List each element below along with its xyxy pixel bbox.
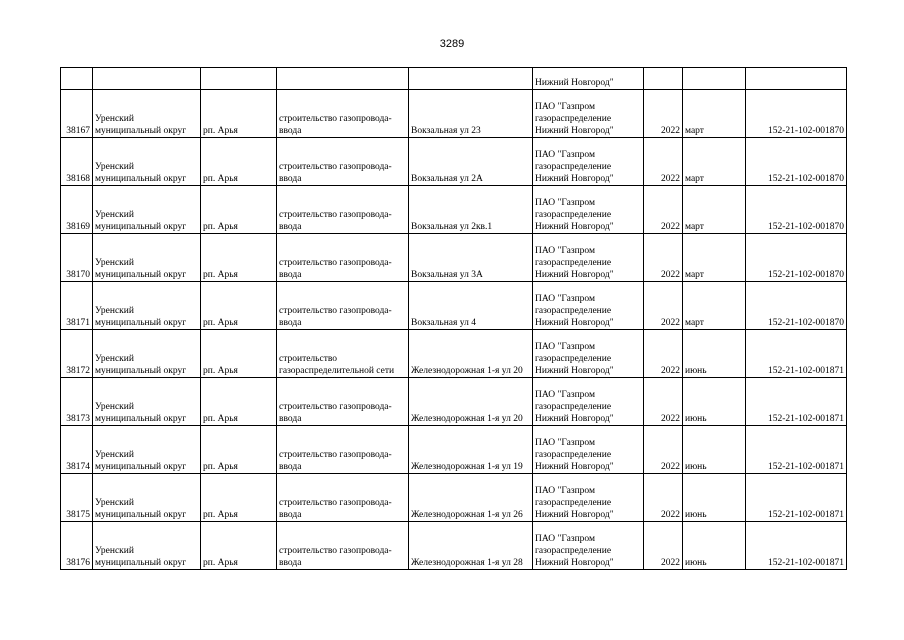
cell-work: строительство газопровода-ввода	[277, 378, 409, 426]
cell-num: 38168	[61, 138, 93, 186]
cell-num: 38175	[61, 474, 93, 522]
cell-district: Уренский муниципальный округ	[93, 234, 201, 282]
cell-year: 2022	[644, 282, 683, 330]
cell-work: строительство газопровода-ввода	[277, 234, 409, 282]
cell-address: Вокзальная ул 4	[409, 282, 533, 330]
continuation-row	[61, 68, 847, 90]
cell-year: 2022	[644, 474, 683, 522]
cell-settlement: рп. Арья	[201, 234, 277, 282]
cell-month: март	[683, 282, 746, 330]
cell-address: Железнодорожная 1-я ул 26	[409, 474, 533, 522]
cell-settlement: рп. Арья	[201, 186, 277, 234]
cell-year: 2022	[644, 330, 683, 378]
cell-month: март	[683, 90, 746, 138]
cell-year: 2022	[644, 234, 683, 282]
cell-num: 38170	[61, 234, 93, 282]
cell-settlement: рп. Арья	[201, 330, 277, 378]
cell-org: ПАО "Газпром газораспределение Нижний Новгород"	[533, 378, 644, 426]
cell-num: 38167	[61, 90, 93, 138]
cell-work: строительство газопровода-ввода	[277, 522, 409, 570]
cell-address: Вокзальная ул 23	[409, 90, 533, 138]
cell-district: Уренский муниципальный округ	[93, 426, 201, 474]
cell-address: Железнодорожная 1-я ул 20	[409, 330, 533, 378]
cell-org: ПАО "Газпром газораспределение Нижний Новгород"	[533, 90, 644, 138]
cell-org: ПАО "Газпром газораспределение Нижний Новгород"	[533, 522, 644, 570]
cell-district: Уренский муниципальный округ	[93, 378, 201, 426]
cell-address: Вокзальная ул 2А	[409, 138, 533, 186]
cell-num: 38169	[61, 186, 93, 234]
cell-month: июнь	[683, 522, 746, 570]
cell-code: 152-21-102-001870	[746, 90, 847, 138]
cell-district: Уренский муниципальный округ	[93, 138, 201, 186]
cell-settlement: рп. Арья	[201, 426, 277, 474]
cell-code: 152-21-102-001871	[746, 474, 847, 522]
cell-year	[644, 68, 683, 90]
table-row	[61, 282, 847, 330]
cell-work: строительство газопровода-ввода	[277, 474, 409, 522]
cell-work	[277, 68, 409, 90]
table-row	[61, 138, 847, 186]
cell-code: 152-21-102-001870	[746, 234, 847, 282]
cell-work: строительство газопровода-ввода	[277, 282, 409, 330]
cell-code	[746, 68, 847, 90]
cell-org: ПАО "Газпром газораспределение Нижний Новгород"	[533, 138, 644, 186]
cell-month: март	[683, 186, 746, 234]
table-row	[61, 90, 847, 138]
cell-work: строительство газопровода-ввода	[277, 90, 409, 138]
cell-org: Нижний Новгород"	[533, 68, 644, 90]
table-row	[61, 378, 847, 426]
cell-year: 2022	[644, 378, 683, 426]
table-row	[61, 426, 847, 474]
cell-org: ПАО "Газпром газораспределение Нижний Новгород"	[533, 474, 644, 522]
cell-org: ПАО "Газпром газораспределение Нижний Новгород"	[533, 234, 644, 282]
page-number: 3289	[439, 38, 465, 50]
cell-year: 2022	[644, 522, 683, 570]
cell-settlement: рп. Арья	[201, 138, 277, 186]
table-row	[61, 474, 847, 522]
cell-code: 152-21-102-001870	[746, 138, 847, 186]
cell-num: 38176	[61, 522, 93, 570]
cell-num: 38174	[61, 426, 93, 474]
cell-month: июнь	[683, 474, 746, 522]
cell-month: март	[683, 138, 746, 186]
cell-settlement: рп. Арья	[201, 474, 277, 522]
cell-num: 38172	[61, 330, 93, 378]
cell-year: 2022	[644, 186, 683, 234]
cell-district: Уренский муниципальный округ	[93, 282, 201, 330]
cell-num: 38171	[61, 282, 93, 330]
cell-address: Вокзальная ул 2кв.1	[409, 186, 533, 234]
cell-address	[409, 68, 533, 90]
cell-month: июнь	[683, 426, 746, 474]
cell-settlement: рп. Арья	[201, 282, 277, 330]
cell-district: Уренский муниципальный округ	[93, 186, 201, 234]
cell-address: Железнодорожная 1-я ул 19	[409, 426, 533, 474]
cell-address: Железнодорожная 1-я ул 28	[409, 522, 533, 570]
cell-code: 152-21-102-001871	[746, 330, 847, 378]
cell-address: Вокзальная ул 3А	[409, 234, 533, 282]
cell-year: 2022	[644, 138, 683, 186]
cell-code: 152-21-102-001871	[746, 378, 847, 426]
cell-settlement: рп. Арья	[201, 522, 277, 570]
cell-work: строительство газопровода-ввода	[277, 426, 409, 474]
cell-month	[683, 68, 746, 90]
table-row	[61, 522, 847, 570]
table-row	[61, 330, 847, 378]
cell-settlement: рп. Арья	[201, 378, 277, 426]
table-row	[61, 234, 847, 282]
cell-work: строительство газопровода-ввода	[277, 186, 409, 234]
cell-address: Железнодорожная 1-я ул 20	[409, 378, 533, 426]
cell-work: строительство газопровода-ввода	[277, 138, 409, 186]
cell-district: Уренский муниципальный округ	[93, 330, 201, 378]
cell-org: ПАО "Газпром газораспределение Нижний Новгород"	[533, 426, 644, 474]
cell-district: Уренский муниципальный округ	[93, 90, 201, 138]
cell-district	[93, 68, 201, 90]
cell-year: 2022	[644, 426, 683, 474]
cell-org: ПАО "Газпром газораспределение Нижний Новгород"	[533, 186, 644, 234]
cell-month: июнь	[683, 378, 746, 426]
cell-num: 38173	[61, 378, 93, 426]
cell-settlement	[201, 68, 277, 90]
registry-table	[60, 67, 847, 570]
cell-district: Уренский муниципальный округ	[93, 474, 201, 522]
cell-org: ПАО "Газпром газораспределение Нижний Новгород"	[533, 330, 644, 378]
cell-district: Уренский муниципальный округ	[93, 522, 201, 570]
cell-org: ПАО "Газпром газораспределение Нижний Новгород"	[533, 282, 644, 330]
cell-num	[61, 68, 93, 90]
cell-code: 152-21-102-001871	[746, 522, 847, 570]
cell-settlement: рп. Арья	[201, 90, 277, 138]
cell-code: 152-21-102-001870	[746, 282, 847, 330]
cell-year: 2022	[644, 90, 683, 138]
cell-code: 152-21-102-001870	[746, 186, 847, 234]
table-row	[61, 186, 847, 234]
cell-code: 152-21-102-001871	[746, 426, 847, 474]
cell-work: строительство газораспределительной сети	[277, 330, 409, 378]
cell-month: март	[683, 234, 746, 282]
cell-month: июнь	[683, 330, 746, 378]
